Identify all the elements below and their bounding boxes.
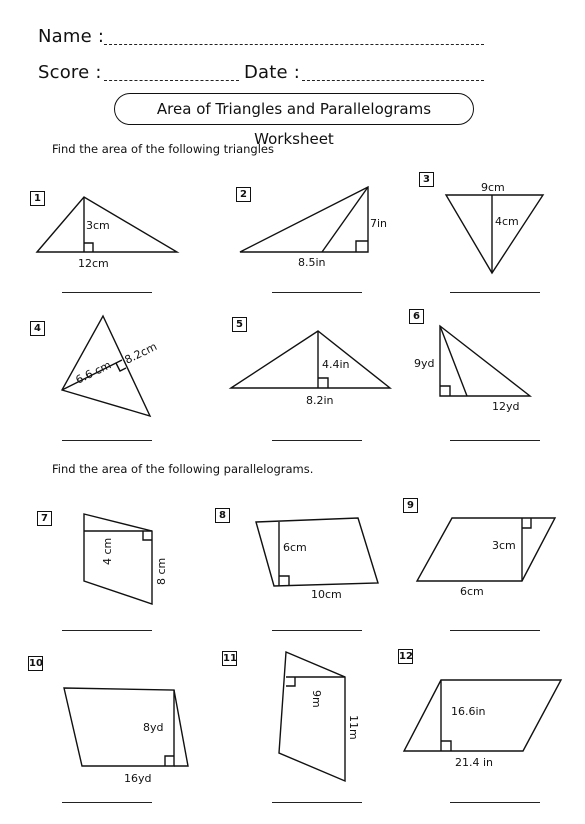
label-8-base: 10cm bbox=[311, 588, 342, 601]
problem-number-5: 5 bbox=[232, 317, 247, 332]
label-4-base: 8.2cm bbox=[122, 339, 160, 367]
problem-number-4: 4 bbox=[30, 321, 45, 336]
label-3-base: 9cm bbox=[481, 181, 505, 194]
parallelogram-figure-9 bbox=[417, 518, 555, 581]
label-5-height: 4.4in bbox=[322, 358, 350, 371]
label-4-height: 6.6 cm bbox=[73, 358, 114, 387]
problem-number-10: 10 bbox=[29, 658, 43, 669]
date-label: Date : bbox=[244, 62, 301, 83]
label-10-base: 16yd bbox=[124, 772, 152, 785]
triangle-figure-3 bbox=[446, 195, 543, 273]
label-5-base: 8.2in bbox=[306, 394, 334, 407]
label-9-height: 3cm bbox=[492, 539, 516, 552]
problem-number-8: 8 bbox=[215, 508, 230, 523]
label-12-height: 16.6in bbox=[451, 705, 486, 718]
label-1-height: 3cm bbox=[86, 219, 110, 232]
label-9-base: 6cm bbox=[460, 585, 484, 598]
problem-number-9: 9 bbox=[403, 498, 418, 513]
label-10-height: 8yd bbox=[143, 721, 164, 734]
problem-number-12: 12 bbox=[399, 651, 413, 662]
parallelogram-figure-10 bbox=[64, 688, 188, 766]
label-12-base: 21.4 in bbox=[455, 756, 494, 769]
label-3-height: 4cm bbox=[495, 215, 519, 228]
label-11-height: 9m bbox=[310, 690, 323, 708]
problem-number-1: 1 bbox=[30, 191, 45, 206]
label-1-base: 12cm bbox=[78, 257, 109, 270]
parallelograms-instruction: Find the area of the following parallelograms. bbox=[52, 462, 314, 476]
problem-number-11: 11 bbox=[223, 653, 237, 664]
triangle-figure-5 bbox=[231, 331, 390, 388]
problem-number-6: 6 bbox=[409, 309, 424, 324]
parallelogram-figure-8 bbox=[256, 518, 378, 586]
parallelogram-figure-7 bbox=[84, 514, 152, 604]
problem-number-2: 2 bbox=[236, 187, 251, 202]
worksheet-title: Area of Triangles and Parallelograms Worksheet bbox=[114, 93, 474, 125]
triangles-instruction: Find the area of the following triangles bbox=[52, 142, 274, 156]
label-2-base: 8.5in bbox=[298, 256, 326, 269]
label-8-height: 6cm bbox=[283, 541, 307, 554]
label-7-height: 4 cm bbox=[101, 537, 114, 565]
label-7-side: 8 cm bbox=[155, 557, 168, 585]
triangle-figure-2 bbox=[240, 187, 368, 252]
score-label: Score : bbox=[38, 62, 102, 83]
name-label: Name : bbox=[38, 26, 105, 47]
problem-number-7: 7 bbox=[37, 511, 52, 526]
problem-number-3: 3 bbox=[419, 172, 434, 187]
label-11-side: 11m bbox=[347, 715, 360, 740]
triangle-figure-6 bbox=[440, 326, 530, 396]
label-6-base: 12yd bbox=[492, 400, 520, 413]
label-2-height: 7in bbox=[370, 217, 388, 230]
parallelogram-figure-11 bbox=[279, 652, 345, 781]
label-6-height: 9yd bbox=[414, 357, 435, 370]
